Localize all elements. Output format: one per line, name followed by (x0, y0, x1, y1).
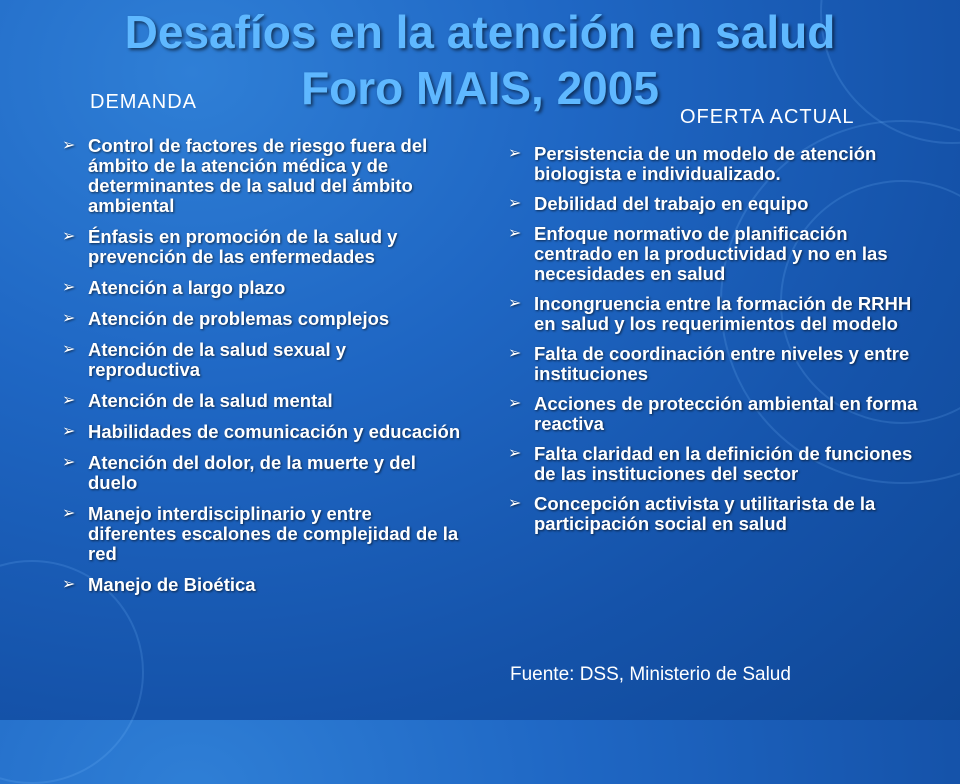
demanda-list-item (58, 391, 463, 411)
arrow-bullet-icon: ➢ (508, 495, 522, 512)
oferta-list-item (504, 224, 929, 284)
oferta-list-item (504, 144, 929, 184)
arrow-bullet-icon: ➢ (62, 137, 76, 154)
demanda-list-item (58, 453, 463, 493)
demanda-item-text: Atención de problemas complejos (88, 308, 390, 329)
demanda-list (58, 136, 463, 606)
oferta-heading: OFERTA ACTUAL (680, 106, 855, 128)
arrow-bullet-icon: ➢ (62, 341, 76, 358)
arrow-bullet-icon: ➢ (508, 225, 522, 242)
demanda-item-text: Habilidades de comunicación y educación (88, 421, 461, 442)
demanda-item-text: Énfasis en promoción de la salud y prevención de las enfermedades (88, 226, 398, 267)
oferta-list-item (504, 294, 929, 334)
demanda-list-item (58, 136, 463, 216)
demanda-item-text: Manejo interdisciplinario y entre diferentes escalones de complejidad de la red (88, 503, 459, 564)
demanda-list-item (58, 309, 463, 329)
arrow-bullet-icon: ➢ (62, 228, 76, 245)
oferta-item-text: Acciones de protección ambiental en forma reactiva (534, 393, 918, 434)
arrow-bullet-icon: ➢ (508, 295, 522, 312)
oferta-item-text: Concepción activista y utilitarista de la participación social en salud (534, 493, 876, 534)
demanda-item-text: Control de factores de riesgo fuera del ámbito de la atención médica y de determinantes de la salud del ámbito ambiental (88, 135, 428, 216)
arrow-bullet-icon: ➢ (508, 195, 522, 212)
arrow-bullet-icon: ➢ (62, 576, 76, 593)
oferta-item-text: Incongruencia entre la formación de RRHH en salud y los requerimientos del modelo (534, 293, 912, 334)
demanda-item-text: Manejo de Bioética (88, 574, 256, 595)
oferta-list-item (504, 494, 929, 534)
slide-subtitle: Foro MAIS, 2005 (301, 62, 659, 114)
oferta-list (504, 144, 929, 544)
arrow-bullet-icon: ➢ (62, 505, 76, 522)
demanda-item-text: Atención del dolor, de la muerte y del duelo (88, 452, 416, 493)
oferta-item-text: Falta de coordinación entre niveles y entre instituciones (534, 343, 910, 384)
arrow-bullet-icon: ➢ (508, 345, 522, 362)
arrow-bullet-icon: ➢ (62, 392, 76, 409)
demanda-item-text: Atención de la salud sexual y reproductiva (88, 339, 347, 380)
demanda-heading: DEMANDA (90, 91, 198, 113)
oferta-item-text: Debilidad del trabajo en equipo (534, 193, 809, 214)
oferta-list-item (504, 394, 929, 434)
demanda-list-item (58, 504, 463, 564)
arrow-bullet-icon: ➢ (62, 279, 76, 296)
arrow-bullet-icon: ➢ (62, 423, 76, 440)
source-note: Fuente: DSS, Ministerio de Salud (510, 664, 791, 685)
demanda-list-item (58, 227, 463, 267)
oferta-item-text: Falta claridad en la definición de funciones de las instituciones del sector (534, 443, 913, 484)
arrow-bullet-icon: ➢ (508, 395, 522, 412)
demanda-list-item (58, 278, 463, 298)
oferta-list-item (504, 344, 929, 384)
arrow-bullet-icon: ➢ (508, 145, 522, 162)
arrow-bullet-icon: ➢ (62, 454, 76, 471)
demanda-list-item (58, 575, 463, 595)
oferta-item-text: Enfoque normativo de planificación centrado en la productividad y no en las necesidades en salud (534, 223, 888, 284)
demanda-list-item (58, 422, 463, 442)
oferta-list-item (504, 194, 929, 214)
arrow-bullet-icon: ➢ (62, 310, 76, 327)
demanda-item-text: Atención de la salud mental (88, 390, 333, 411)
oferta-list-item (504, 444, 929, 484)
demanda-list-item (58, 340, 463, 380)
arrow-bullet-icon: ➢ (508, 445, 522, 462)
oferta-item-text: Persistencia de un modelo de atención biologista e individualizado. (534, 143, 877, 184)
demanda-item-text: Atención a largo plazo (88, 277, 286, 298)
slide-title: Desafíos en la atención en salud (124, 6, 836, 58)
